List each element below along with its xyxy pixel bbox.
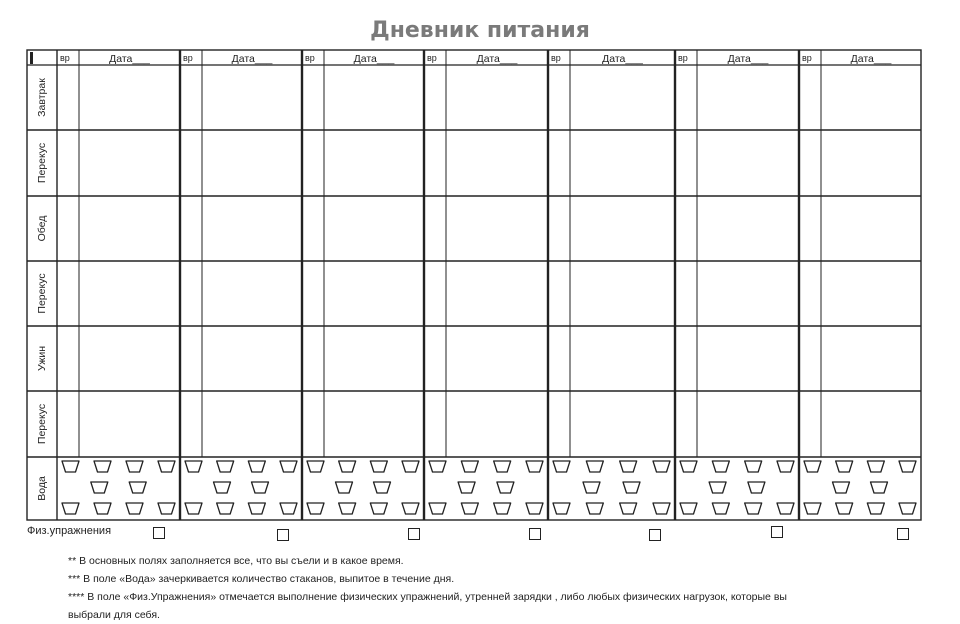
water-glass-icon[interactable]	[899, 503, 916, 514]
exercise-checkbox[interactable]	[649, 529, 661, 541]
water-glass-icon[interactable]	[214, 482, 231, 493]
meal-row-label: Завтрак	[35, 78, 48, 117]
water-glass-icon[interactable]	[252, 482, 269, 493]
water-glass-icon[interactable]	[867, 461, 884, 472]
water-glass-icon[interactable]	[553, 461, 570, 472]
exercise-label: Физ.упражнения	[27, 525, 112, 537]
water-glass-icon[interactable]	[129, 482, 146, 493]
water-glass-icon[interactable]	[429, 503, 446, 514]
note-water: *** В поле «Вода» зачеркивается количество стаканов, выпитое в течение дня.	[68, 573, 455, 585]
water-glass-icon[interactable]	[307, 461, 324, 472]
water-glass-icon[interactable]	[871, 482, 888, 493]
water-glass-icon[interactable]	[653, 503, 670, 514]
page-title: Дневник питания	[370, 18, 590, 43]
water-glass-icon[interactable]	[494, 503, 511, 514]
water-glass-icon[interactable]	[777, 461, 794, 472]
date-header: Дата___	[476, 53, 518, 65]
exercise-checkbox[interactable]	[771, 526, 783, 538]
date-header: Дата___	[353, 53, 395, 65]
meal-row-label: Перекус	[35, 403, 48, 445]
water-glass-icon[interactable]	[620, 461, 637, 472]
water-glass-icon[interactable]	[336, 482, 353, 493]
water-glass-icon[interactable]	[804, 461, 821, 472]
water-glass-icon[interactable]	[339, 503, 356, 514]
water-glass-icon[interactable]	[62, 503, 79, 514]
water-glass-icon[interactable]	[248, 503, 265, 514]
water-glass-icon[interactable]	[526, 503, 543, 514]
footnotes	[68, 552, 888, 624]
water-glass-icon[interactable]	[494, 461, 511, 472]
note-food: ** В основных полях заполняется все, что вы съели и в какое время.	[68, 555, 404, 567]
water-glass-icon[interactable]	[280, 461, 297, 472]
water-glass-icon[interactable]	[185, 503, 202, 514]
meal-row-label: Обед	[35, 215, 48, 242]
date-header: Дата___	[109, 53, 150, 65]
water-glass-icon[interactable]	[623, 482, 640, 493]
water-glass-icon[interactable]	[583, 482, 600, 493]
water-glass-icon[interactable]	[777, 503, 794, 514]
water-glass-icon[interactable]	[745, 461, 762, 472]
water-glass-icon[interactable]	[217, 503, 234, 514]
meal-row-label: Перекус	[35, 273, 48, 314]
water-glass-icon[interactable]	[94, 461, 111, 472]
time-header: вр	[305, 53, 315, 63]
water-glass-icon[interactable]	[370, 503, 387, 514]
meal-row-label: Перекус	[35, 142, 48, 184]
water-glass-icon[interactable]	[712, 461, 729, 472]
water-glass-icon[interactable]	[497, 482, 514, 493]
water-glass-icon[interactable]	[280, 503, 297, 514]
header-corner-mark	[30, 52, 33, 64]
water-glass-icon[interactable]	[745, 503, 762, 514]
water-glass-icon[interactable]	[461, 503, 478, 514]
water-glass-icon[interactable]	[709, 482, 726, 493]
water-glass-icon[interactable]	[461, 461, 478, 472]
water-glass-icon[interactable]	[899, 461, 916, 472]
water-glass-icon[interactable]	[185, 461, 202, 472]
water-glass-icon[interactable]	[158, 461, 175, 472]
water-glass-icon[interactable]	[158, 503, 175, 514]
water-glass-icon[interactable]	[62, 461, 79, 472]
water-glass-icon[interactable]	[402, 503, 419, 514]
time-header: вр	[427, 53, 437, 63]
date-header: Дата___	[727, 53, 769, 65]
time-header: вр	[183, 53, 193, 63]
water-glass-icon[interactable]	[402, 461, 419, 472]
water-glass-icon[interactable]	[217, 461, 234, 472]
water-glass-icon[interactable]	[248, 461, 265, 472]
water-glass-icon[interactable]	[836, 461, 853, 472]
water-glass-icon[interactable]	[653, 461, 670, 472]
date-header: Дата___	[850, 53, 892, 65]
water-glass-icon[interactable]	[91, 482, 108, 493]
note-exercise: **** В поле «Физ.Упражнения» отмечается выполнение физических упражнений, утренней зарядки , либо любых физических нагрузок, которые вы	[68, 591, 787, 603]
water-glass-icon[interactable]	[620, 503, 637, 514]
water-glass-icon[interactable]	[526, 461, 543, 472]
water-glass-icon[interactable]	[458, 482, 475, 493]
water-glass-icon[interactable]	[307, 503, 324, 514]
water-glass-icon[interactable]	[370, 461, 387, 472]
water-glass-icon[interactable]	[374, 482, 391, 493]
water-row-label: Вода	[35, 476, 48, 501]
water-glass-icon[interactable]	[429, 461, 446, 472]
water-glass-icon[interactable]	[553, 503, 570, 514]
water-glass-icon[interactable]	[712, 503, 729, 514]
water-glass-icon[interactable]	[126, 503, 143, 514]
water-glass-icon[interactable]	[836, 503, 853, 514]
water-glass-icon[interactable]	[126, 461, 143, 472]
time-header: вр	[551, 53, 561, 63]
exercise-checkbox[interactable]	[897, 528, 909, 540]
date-header: Дата___	[231, 53, 273, 65]
meal-row-label: Ужин	[35, 345, 48, 372]
time-header: вр	[678, 53, 688, 63]
water-glass-icon[interactable]	[833, 482, 850, 493]
water-glass-icon[interactable]	[804, 503, 821, 514]
note-exercise-continued: выбрали для себя.	[68, 609, 160, 621]
grid-frame	[27, 50, 921, 520]
water-glass-icon[interactable]	[680, 461, 697, 472]
water-glass-icon[interactable]	[680, 503, 697, 514]
water-glass-icon[interactable]	[586, 503, 603, 514]
water-glass-icon[interactable]	[94, 503, 111, 514]
exercise-checkbox[interactable]	[153, 527, 165, 539]
time-header: вр	[60, 53, 70, 63]
exercise-checkbox[interactable]	[277, 529, 289, 541]
exercise-checkbox[interactable]	[529, 528, 541, 540]
water-glass-icon[interactable]	[748, 482, 765, 493]
water-glass-icon[interactable]	[867, 503, 884, 514]
time-header: вр	[802, 53, 812, 63]
water-glass-icon[interactable]	[339, 461, 356, 472]
exercise-checkbox[interactable]	[408, 528, 420, 540]
water-glass-icon[interactable]	[586, 461, 603, 472]
date-header: Дата___	[602, 53, 643, 65]
